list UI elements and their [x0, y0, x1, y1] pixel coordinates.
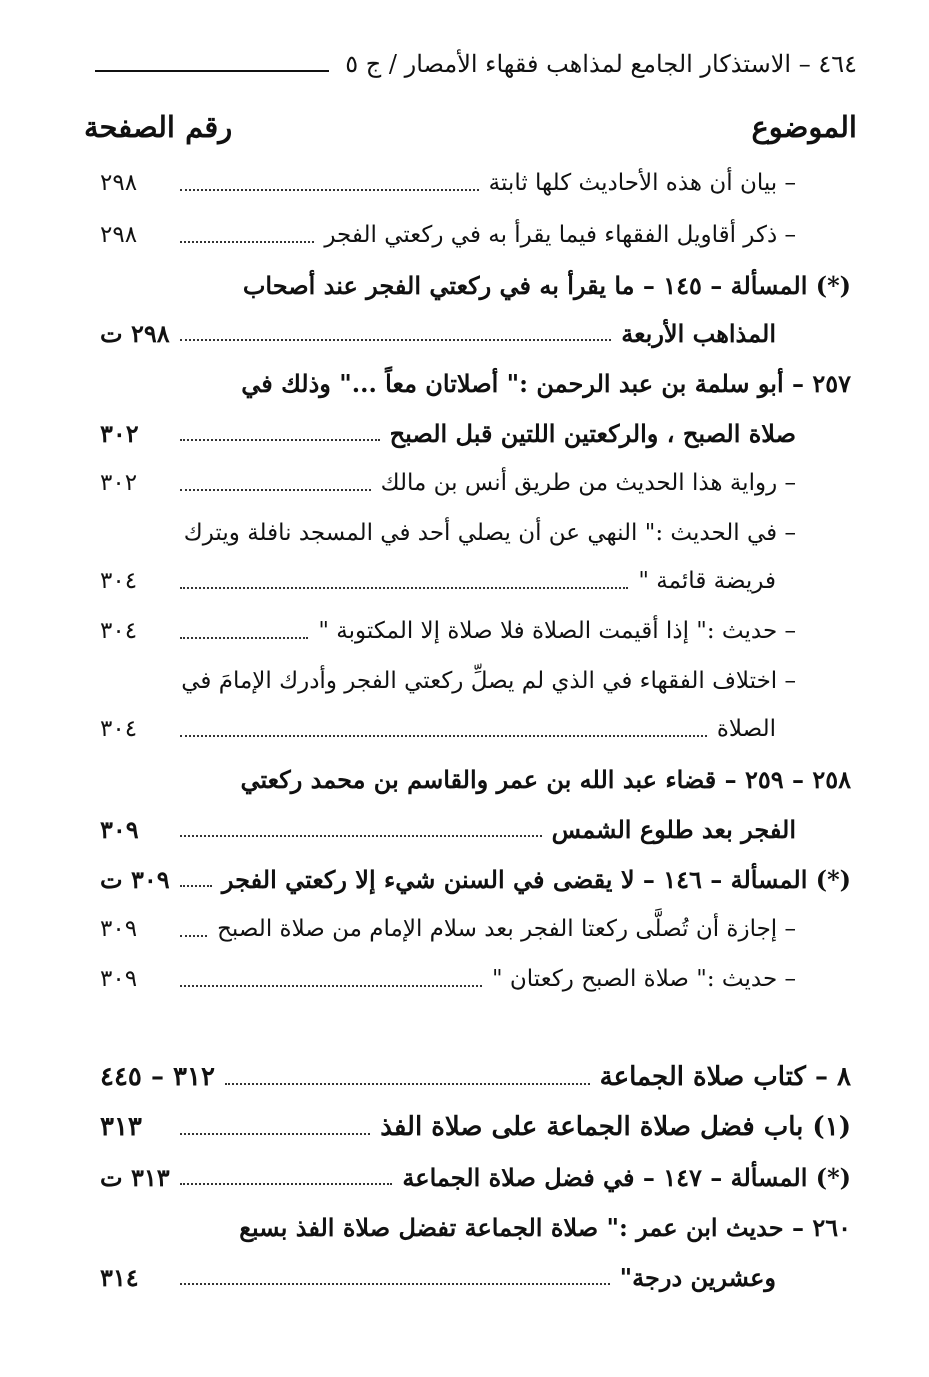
leader-dots: [180, 587, 628, 589]
leader-dots: [180, 1133, 370, 1135]
entry-page: ٣٠٢: [100, 418, 139, 448]
toc-entry: [100, 1104, 851, 1150]
leader-dots: [180, 935, 207, 937]
leader-dots: [225, 1083, 590, 1085]
toc-entry: [100, 706, 851, 752]
page-number-heading: رقم الصفحة: [84, 110, 233, 144]
leader-dots: [180, 735, 707, 737]
toc-entry: [100, 410, 851, 456]
toc-entry: [100, 608, 851, 654]
running-header: [95, 44, 857, 84]
entry-text: (*) المسألة – ١٤٥ – ما يقرأ به في ركعتي الفجر عند أصحاب: [242, 270, 851, 300]
header-rule: [95, 70, 329, 72]
leader-dots: [180, 489, 371, 491]
entry-text: – بيان أن هذه الأحاديث كلها ثابتة: [488, 170, 796, 196]
toc-entry: [100, 956, 851, 1002]
toc-entry: [100, 658, 851, 704]
toc-entry: [100, 160, 851, 206]
column-headings: [84, 110, 857, 144]
entry-page: ٣٠٩: [100, 966, 138, 992]
entry-text: ٢٥٧ – أبو سلمة بن عبد الرحمن :" أصلاتان معاً ..." وذلك في: [241, 368, 851, 398]
leader-dots: [180, 637, 308, 639]
toc-entry: [100, 510, 851, 556]
entry-text: – حديث :" إذا أقيمت الصلاة فلا صلاة إلا المكتوبة ": [318, 618, 796, 644]
entry-text: – رواية هذا الحديث من طريق أنس بن مالك: [380, 470, 796, 496]
toc-entry: [100, 806, 851, 852]
entry-page: ٣٠٤: [100, 618, 138, 644]
leader-dots: [180, 1183, 392, 1185]
toc-entry: [100, 856, 851, 902]
leader-dots: [180, 885, 212, 887]
entry-text: الصلاة: [716, 716, 776, 742]
toc-entry: [100, 460, 851, 506]
entry-page: ٣٠٩ ت: [100, 864, 170, 894]
toc-entry: [100, 310, 851, 356]
topic-heading: الموضوع: [751, 110, 857, 144]
entry-page: ٣٠٩: [100, 916, 138, 942]
toc-entry: [100, 1054, 851, 1100]
leader-dots: [180, 835, 542, 837]
entry-page: ٣١٤: [100, 1262, 139, 1292]
entry-page: ٣١٣: [100, 1112, 142, 1142]
entry-page: ٢٩٨: [100, 222, 138, 248]
leader-dots: [180, 1283, 610, 1285]
toc-entry: [100, 212, 851, 258]
entry-page: ٣٠٩: [100, 814, 139, 844]
entry-text: – إجازة أن تُصلَّى ركعتا الفجر بعد سلام الإمام من صلاة الصبح: [217, 916, 796, 942]
leader-dots: [180, 189, 479, 191]
entry-page: ٣١٣ ت: [100, 1162, 170, 1192]
toc-entry: [100, 558, 851, 604]
entry-page: ٢٩٨: [100, 170, 138, 196]
toc-entry: [100, 1204, 851, 1250]
entry-text: المذاهب الأربعة: [621, 318, 776, 348]
toc-entry: [100, 262, 851, 308]
toc-entry: [100, 1254, 851, 1300]
entry-text: (١) باب فضل صلاة الجماعة على صلاة الفذ: [380, 1112, 851, 1142]
entry-text: – ذكر أقاويل الفقهاء فيما يقرأ به في ركعتي الفجر: [324, 222, 796, 248]
toc-entry: [100, 756, 851, 802]
entry-page: ٣٠٤: [100, 716, 138, 742]
leader-dots: [180, 339, 611, 341]
entry-text: ٢٥٨ – ٢٥٩ – قضاء عبد الله بن عمر والقاسم بن محمد ركعتي: [240, 764, 851, 794]
entry-text: ٨ – كتاب صلاة الجماعة: [599, 1062, 851, 1092]
entry-text: (*) المسألة – ١٤٧ – في فضل صلاة الجماعة: [402, 1162, 851, 1192]
entry-text: وعشرين درجة": [619, 1262, 776, 1292]
entry-text: صلاة الصبح ، والركعتين اللتين قبل الصبح: [389, 418, 796, 448]
entry-page: ٢٩٨ ت: [100, 318, 170, 348]
leader-dots: [180, 439, 380, 441]
entry-text: (*) المسألة – ١٤٦ – لا يقضى في السنن شيء إلا ركعتي الفجر: [221, 864, 851, 894]
toc-entry: [100, 1154, 851, 1200]
leader-dots: [180, 241, 314, 243]
toc-entry: [100, 906, 851, 952]
entry-text: الفجر بعد طلوع الشمس: [551, 814, 796, 844]
entry-text: – حديث :" صلاة الصبح ركعتان ": [492, 966, 796, 992]
leader-dots: [180, 985, 482, 987]
entry-page: ٣٠٢: [100, 470, 138, 496]
entry-page: ٣١٢ – ٤٤٥: [100, 1062, 215, 1092]
entry-text: فريضة قائمة ": [638, 568, 776, 594]
entry-text: – في الحديث :" النهي عن أن يصلي أحد في المسجد نافلة ويترك: [183, 520, 796, 546]
entry-text: – اختلاف الفقهاء في الذي لم يصلِّ ركعتي الفجر وأدرك الإمامَ في: [181, 668, 796, 694]
entry-page: ٣٠٤: [100, 568, 138, 594]
header-title: ٤٦٤ – الاستذكار الجامع لمذاهب فقهاء الأمصار / ج ٥: [345, 50, 857, 78]
toc-entry: [100, 360, 851, 406]
entry-text: ٢٦٠ – حديث ابن عمر :" صلاة الجماعة تفضل صلاة الفذ بسبع: [239, 1212, 851, 1242]
